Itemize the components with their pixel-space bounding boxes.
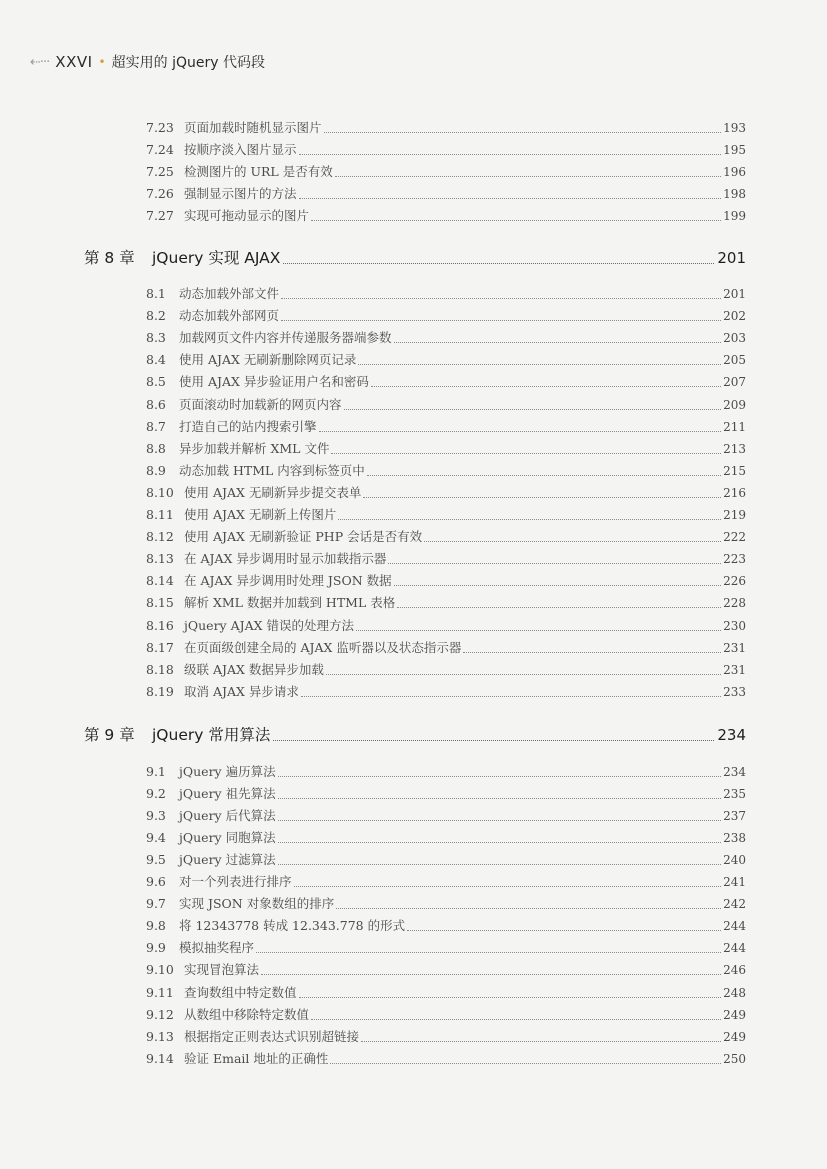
section-title: 加载网页文件内容并传递服务器端参数	[179, 330, 392, 346]
toc-entry[interactable]	[146, 895, 746, 913]
dot-leader	[281, 319, 721, 321]
dot-leader	[407, 929, 721, 931]
section-number: 7.26	[146, 186, 174, 201]
section-title: 对一个列表进行排序	[179, 874, 292, 890]
toc-entry[interactable]	[146, 351, 746, 369]
section-title: 使用 AJAX 无刷新异步提交表单	[184, 484, 362, 500]
section-title: 使用 AJAX 无刷新上传图片	[184, 507, 337, 522]
section-page-number: 244	[723, 941, 746, 956]
section-title: 将 12343778 转成 12.343.778 的形式	[179, 918, 406, 934]
section-page-number: 228	[723, 596, 746, 611]
toc-entry[interactable]	[146, 785, 746, 803]
dot-leader	[331, 452, 721, 454]
section-page-number: 193	[723, 121, 746, 135]
section-number: 8.8	[146, 440, 166, 456]
section-number: 9.2	[146, 786, 166, 802]
chapter-page-number: 201	[717, 249, 746, 267]
dot-leader	[294, 885, 722, 887]
section-number: 8.1	[146, 286, 166, 301]
section-page-number: 246	[723, 963, 746, 978]
toc-entry[interactable]	[146, 329, 746, 347]
dot-leader	[394, 341, 722, 343]
section-page-number: 231	[723, 640, 746, 655]
section-number: 8.12	[146, 529, 174, 545]
toc-entry[interactable]	[146, 440, 746, 458]
section-number: 8.3	[146, 330, 166, 346]
toc-entry[interactable]	[146, 1028, 746, 1046]
toc-entry[interactable]	[146, 396, 746, 414]
dot-leader	[299, 996, 722, 998]
section-number: 8.18	[146, 661, 174, 677]
section-number: 8.4	[146, 352, 166, 368]
toc-entry[interactable]	[146, 594, 746, 612]
dot-leader	[278, 841, 722, 843]
section-number: 7.24	[146, 142, 174, 157]
section-title: 查询数组中特定数值	[184, 984, 297, 1000]
dot-leader	[338, 518, 721, 520]
chapter-title: jQuery 常用算法	[152, 726, 271, 744]
section-title: 按顺序淡入图片显示	[184, 142, 297, 157]
section-title: 解析 XML 数据并加载到 HTML 表格	[184, 595, 396, 611]
section-number: 9.6	[146, 874, 166, 890]
separator-dot-icon: •	[98, 55, 106, 69]
section-page-number: 222	[723, 530, 746, 545]
toc-entry[interactable]	[146, 163, 746, 181]
section-page-number: 244	[723, 919, 746, 934]
dot-leader	[299, 153, 722, 155]
section-page-number: 216	[723, 485, 746, 500]
dot-leader	[256, 951, 721, 953]
section-number: 9.11	[146, 984, 174, 1000]
toc-entry[interactable]	[146, 506, 746, 524]
section-title: jQuery AJAX 错误的处理方法	[184, 617, 355, 633]
section-page-number: 250	[723, 1051, 746, 1066]
section-title: 使用 AJAX 无刷新验证 PHP 会话是否有效	[184, 529, 423, 545]
section-title: 根据指定正则表达式识别超链接	[184, 1028, 360, 1044]
toc-entry[interactable]	[146, 683, 746, 701]
section-title: 从数组中移除特定数值	[184, 1006, 310, 1022]
dot-leader	[361, 1040, 721, 1042]
section-title: 实现冒泡算法	[184, 962, 260, 978]
section-number: 8.9	[146, 462, 166, 478]
section-page-number: 199	[723, 209, 746, 223]
dot-leader	[278, 819, 722, 821]
section-page-number: 234	[723, 765, 746, 779]
section-title: 实现可拖动显示的图片	[184, 208, 310, 223]
dot-leader	[463, 651, 721, 653]
toc-entry[interactable]	[146, 807, 746, 825]
toc-entry[interactable]	[146, 207, 746, 225]
section-number: 9.5	[146, 852, 166, 868]
section-number: 8.15	[146, 595, 174, 611]
section-title: 取消 AJAX 异步请求	[184, 683, 299, 699]
chapter-number: 第 9 章	[84, 726, 135, 744]
section-title: jQuery 祖先算法	[179, 786, 276, 802]
section-number: 8.7	[146, 418, 166, 434]
dot-leader	[397, 606, 721, 608]
toc-entry[interactable]	[146, 307, 746, 325]
section-number: 8.10	[146, 484, 174, 500]
toc-entry[interactable]	[146, 119, 746, 137]
section-number: 8.13	[146, 551, 174, 567]
section-title: jQuery 遍历算法	[179, 764, 276, 779]
toc-entry[interactable]	[146, 572, 746, 590]
toc-entry[interactable]	[146, 1006, 746, 1024]
chapter-title: jQuery 实现 AJAX	[152, 249, 281, 267]
section-page-number: 248	[723, 985, 746, 1000]
section-page-number: 207	[723, 375, 746, 390]
section-number: 8.16	[146, 617, 174, 633]
section-title: 使用 AJAX 异步验证用户名和密码	[179, 374, 369, 390]
section-number: 9.9	[146, 940, 166, 956]
toc-entry[interactable]	[146, 661, 746, 679]
section-page-number: 226	[723, 574, 746, 589]
section-page-number: 195	[723, 143, 746, 157]
section-page-number: 223	[723, 552, 746, 567]
toc-entry[interactable]	[146, 462, 746, 480]
toc-entry[interactable]	[146, 917, 746, 935]
dot-leader	[424, 540, 721, 542]
dot-leader	[299, 197, 722, 199]
dot-leader	[319, 430, 722, 432]
section-title: 动态加载外部网页	[179, 308, 280, 324]
section-title: 强制显示图片的方法	[184, 186, 297, 201]
dot-leader	[394, 584, 721, 586]
dot-leader	[336, 907, 721, 909]
section-page-number: 203	[723, 331, 746, 346]
section-number: 7.27	[146, 208, 174, 223]
section-number: 8.2	[146, 308, 166, 324]
dot-leader	[356, 629, 721, 631]
section-number: 8.6	[146, 396, 166, 412]
section-page-number: 240	[723, 853, 746, 868]
section-page-number: 198	[723, 187, 746, 201]
dot-leader	[283, 262, 714, 264]
dot-leader	[367, 474, 721, 476]
toc-entry[interactable]	[146, 1050, 746, 1068]
section-number: 9.3	[146, 808, 166, 824]
toc-entry[interactable]	[146, 528, 746, 546]
section-title: 动态加载外部文件	[179, 286, 280, 301]
toc-entry[interactable]	[146, 285, 746, 303]
toc-entry[interactable]	[146, 484, 746, 502]
dot-leader	[261, 973, 721, 975]
section-number: 9.13	[146, 1028, 174, 1044]
section-number: 8.5	[146, 374, 166, 390]
chapter-number: 第 8 章	[84, 249, 135, 267]
section-page-number: 215	[723, 463, 746, 478]
toc-entry[interactable]	[146, 873, 746, 891]
section-page-number: 241	[723, 875, 746, 890]
section-title: 在页面级创建全局的 AJAX 监听器以及状态指示器	[184, 639, 462, 655]
section-number: 9.1	[146, 764, 166, 779]
chapter-heading-8[interactable]	[84, 247, 746, 269]
section-title: 在 AJAX 异步调用时处理 JSON 数据	[184, 573, 392, 589]
section-page-number: 237	[723, 809, 746, 824]
section-page-number: 202	[723, 309, 746, 324]
section-number: 9.7	[146, 896, 166, 912]
section-title: 验证 Email 地址的正确性	[184, 1050, 329, 1066]
toc-entry[interactable]	[146, 141, 746, 159]
dot-leader	[311, 219, 721, 221]
section-title: 打造自己的站内搜索引擎	[179, 418, 317, 434]
section-number: 9.12	[146, 1006, 174, 1022]
section-page-number: 209	[723, 397, 746, 412]
chapter-heading-9[interactable]	[84, 724, 746, 746]
section-title: 实现 JSON 对象数组的排序	[179, 896, 335, 912]
dot-leader	[330, 1062, 721, 1064]
toc-entry[interactable]	[146, 829, 746, 847]
section-number: 7.25	[146, 164, 174, 179]
toc-entry[interactable]	[146, 185, 746, 203]
section-page-number: 211	[723, 419, 746, 434]
section-title: 使用 AJAX 无刷新删除网页记录	[179, 352, 357, 368]
section-title: 在 AJAX 异步调用时显示加载指示器	[184, 551, 387, 567]
section-title: 异步加载并解析 XML 文件	[179, 440, 330, 456]
chapter-page-number: 234	[717, 726, 746, 744]
dot-leader	[363, 496, 721, 498]
section-page-number: 249	[723, 1007, 746, 1022]
toc-entry[interactable]	[146, 851, 746, 869]
toc-entry[interactable]	[146, 418, 746, 436]
section-title: 检测图片的 URL 是否有效	[184, 164, 333, 179]
section-title: 页面加载时随机显示图片	[184, 120, 322, 135]
toc-entry[interactable]	[146, 617, 746, 635]
section-page-number: 249	[723, 1029, 746, 1044]
toc-entry[interactable]	[146, 763, 746, 781]
dot-leader	[344, 408, 722, 410]
section-number: 8.11	[146, 507, 174, 522]
toc-entry[interactable]	[146, 639, 746, 657]
dot-leader	[371, 385, 721, 387]
section-page-number: 238	[723, 831, 746, 846]
dot-leader	[273, 739, 714, 741]
page-number-roman: XXVI	[55, 53, 93, 71]
dot-leader	[278, 775, 722, 777]
section-number: 8.17	[146, 639, 174, 655]
dot-leader	[311, 1018, 721, 1020]
section-title: jQuery 同胞算法	[179, 830, 276, 846]
dot-leader	[301, 695, 721, 697]
dot-leader	[278, 863, 722, 865]
section-number: 9.4	[146, 830, 166, 846]
section-page-number: 219	[723, 508, 746, 522]
section-title: 页面滚动时加载新的网页内容	[179, 396, 342, 412]
dot-leader	[335, 175, 721, 177]
section-page-number: 231	[723, 662, 746, 677]
section-title: 模拟抽奖程序	[179, 940, 255, 956]
section-title: 动态加载 HTML 内容到标签页中	[179, 462, 365, 478]
section-number: 9.8	[146, 918, 166, 934]
section-page-number: 196	[723, 165, 746, 179]
dot-leader	[388, 562, 721, 564]
dot-leader	[278, 797, 722, 799]
section-page-number: 213	[723, 441, 746, 456]
section-title: 级联 AJAX 数据异步加载	[184, 661, 324, 677]
dot-leader	[281, 297, 721, 299]
toc-entry[interactable]	[146, 984, 746, 1002]
section-page-number: 233	[723, 684, 746, 699]
section-number: 7.23	[146, 120, 174, 135]
section-page-number: 201	[723, 287, 746, 301]
book-title: 超实用的 jQuery 代码段	[111, 55, 265, 71]
section-page-number: 205	[723, 353, 746, 368]
back-arrow-icon: ⇠···	[30, 54, 50, 70]
toc-entry[interactable]	[146, 961, 746, 979]
section-number: 8.19	[146, 683, 174, 699]
dot-leader	[324, 131, 722, 133]
dot-leader	[326, 673, 721, 675]
section-title: jQuery 后代算法	[179, 808, 276, 824]
running-header	[30, 52, 265, 72]
section-page-number: 235	[723, 787, 746, 802]
section-number: 8.14	[146, 573, 174, 589]
section-title: jQuery 过滤算法	[179, 852, 276, 868]
toc-entry[interactable]	[146, 550, 746, 568]
toc-entry[interactable]	[146, 373, 746, 391]
section-number: 9.10	[146, 962, 174, 978]
section-number: 9.14	[146, 1050, 174, 1066]
section-page-number: 230	[723, 618, 746, 633]
toc-entry[interactable]	[146, 939, 746, 957]
section-page-number: 242	[723, 897, 746, 912]
dot-leader	[358, 363, 721, 365]
